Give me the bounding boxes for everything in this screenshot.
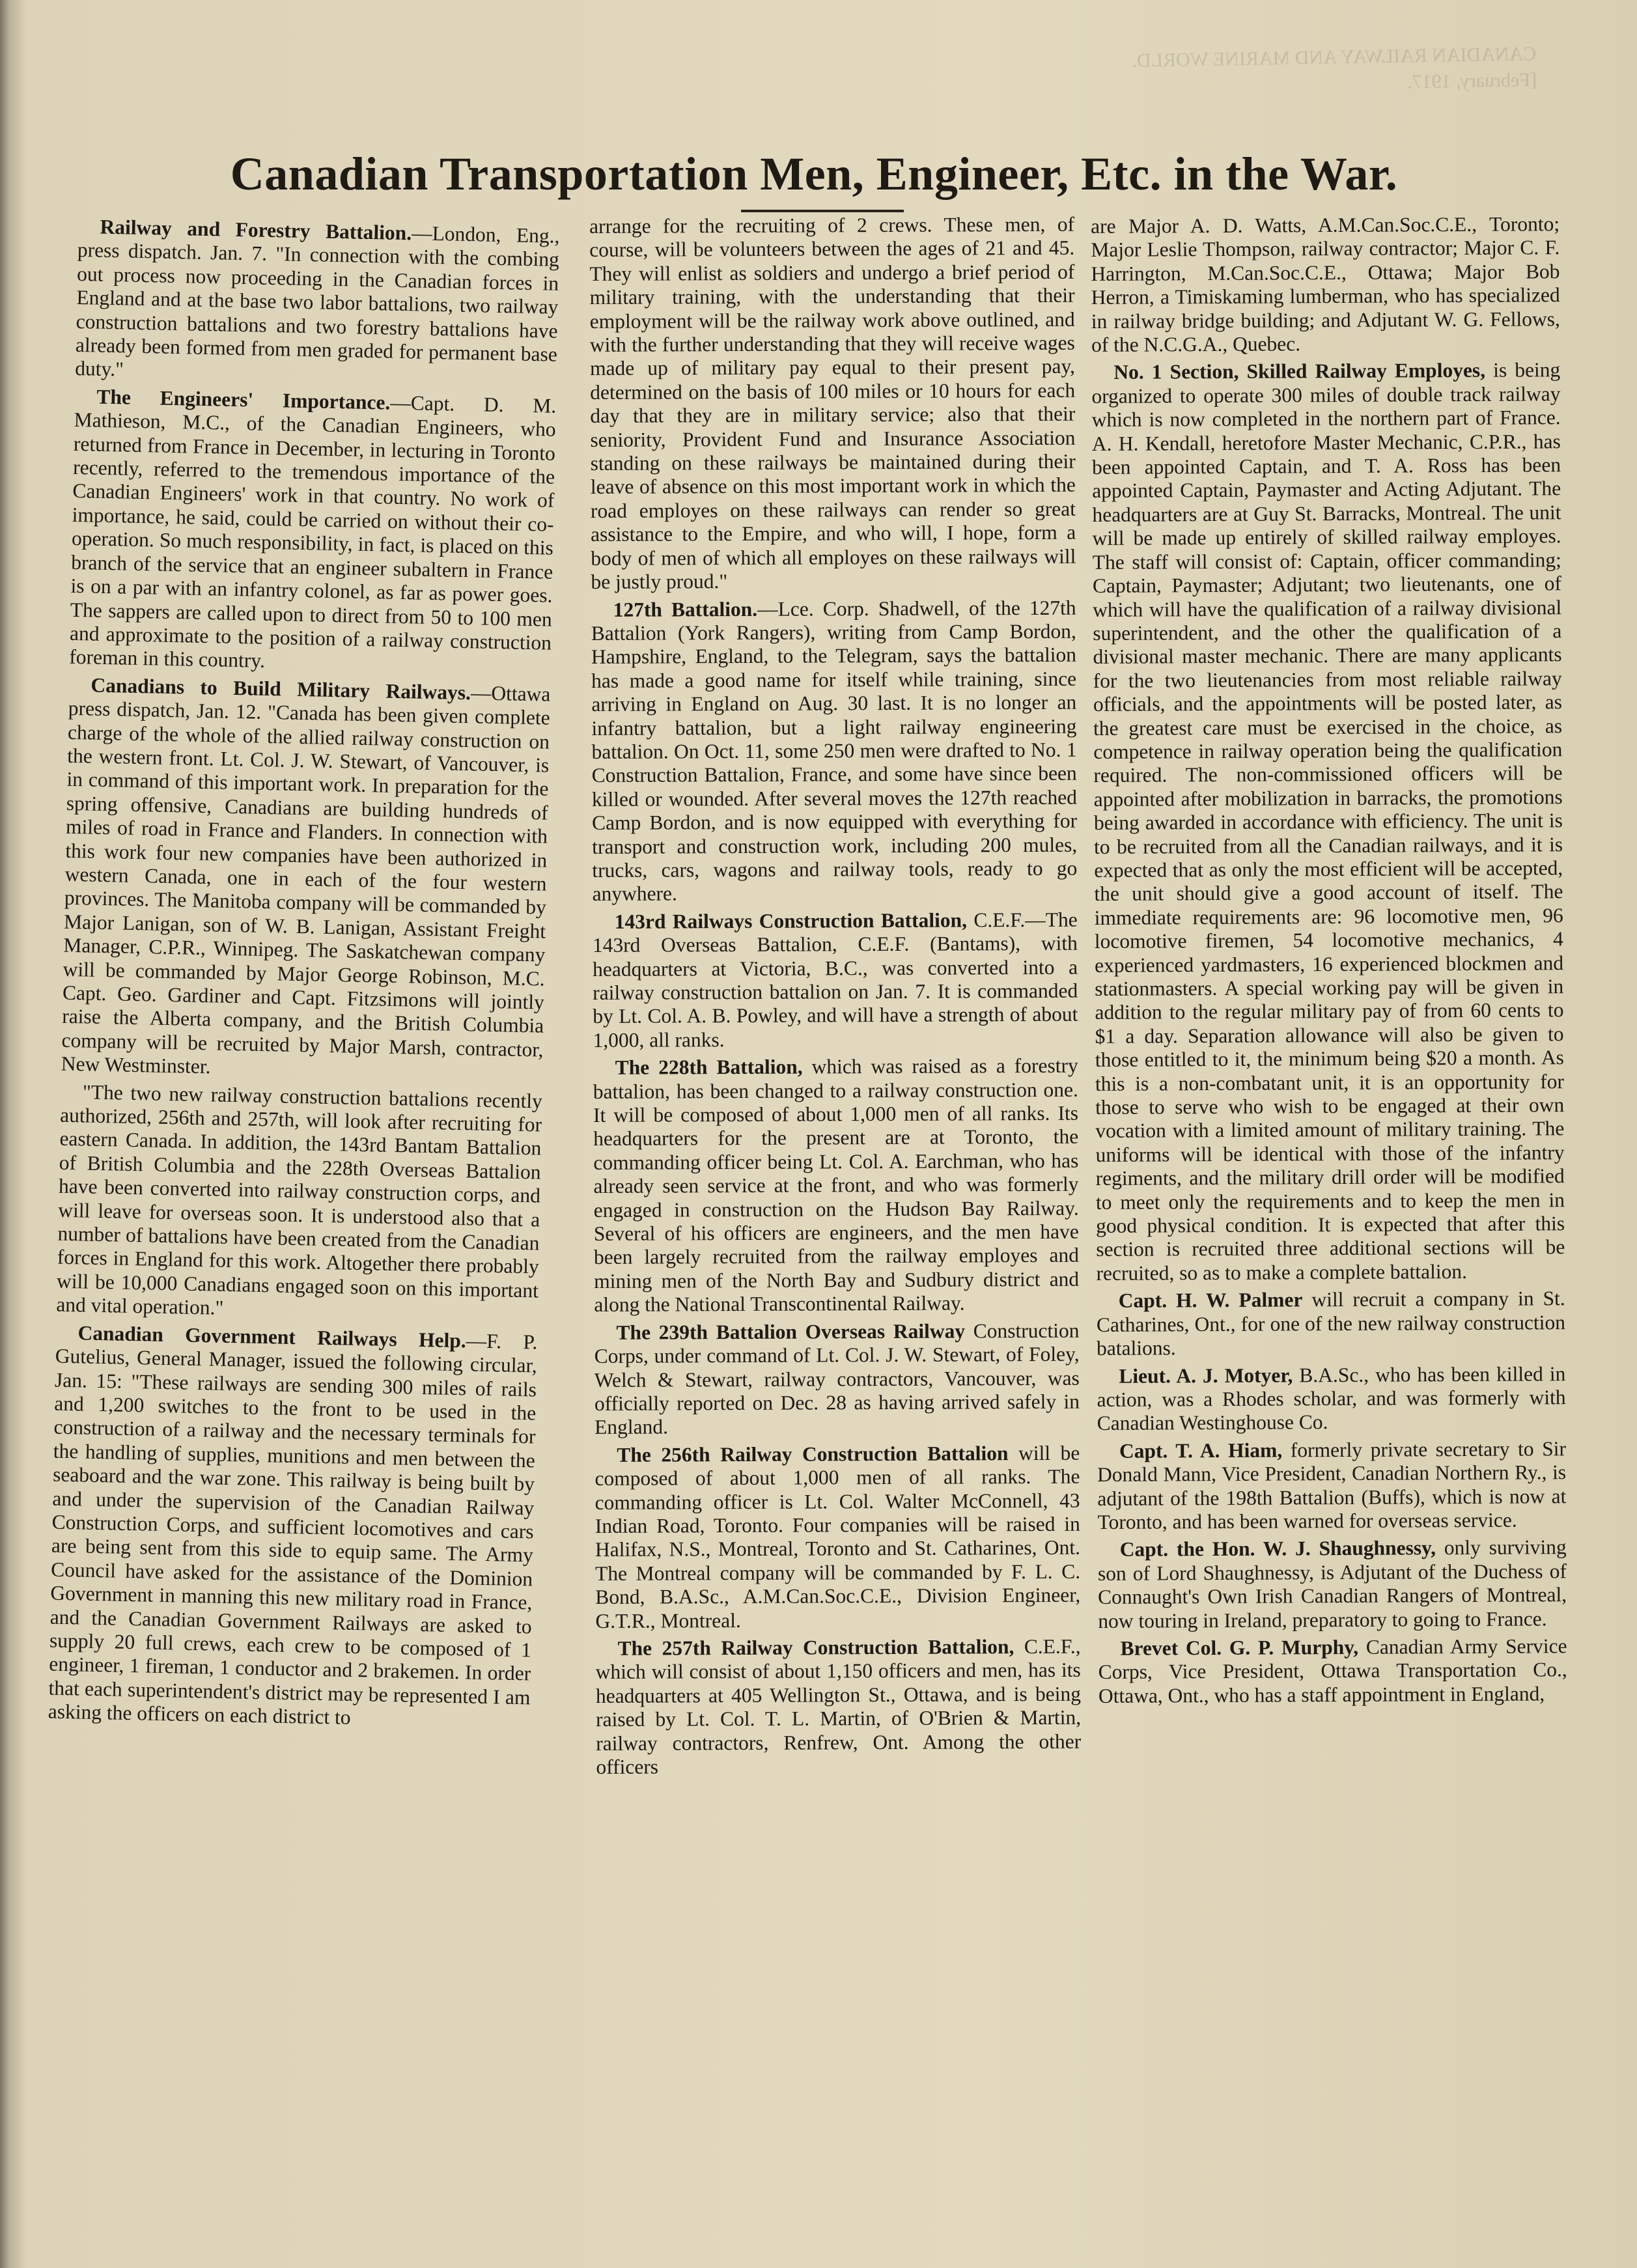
paragraph [75,215,560,391]
paragraph-body: will recruit a company in St. Catharines, Ont., for one of the new railway construction batalions. [1096,1287,1566,1360]
paragraph-body: B.A.Sc., who has been killed in action, was a Rhodes scholar, and was formerly with Canadian Westinghouse Co. [1097,1362,1566,1435]
paragraph [589,213,1076,595]
paragraph-body: C.E.F., which will consist of about 1,150 officers and men, has its headquarters at 405 Wellington St., Ottawa, and is being raised by Lt. Col. T. L. Martin, of O'Brien & Martin, railway contractors, Renfrew, Ont. Among the other officers [595,1634,1082,1778]
paragraph [1098,1634,1567,1708]
paragraph-body: is being organized to operate 300 miles of double track railway which is now completed in the northern part of France. A. H. Kendall, heretofore Master Mechanic, C.P.R., has been appointed Captain, and T. A. Ross has been appointed Captain, Paymaster and Acting Adjutant. The headquarters are at Guy St. Barracks, Montreal. The unit will be made up entirely of skilled railway employes. The staff will consist of: Captain, officer commanding; Captain, Paymaster; Adjutant; two lieutenants, one of which will have the qualification of a railway divisional superintendent, and the other the qualification of a divisional master mechanic. There are many applicants for the two lieutenancies from most reliable railway officials, and the appointments will be posted later, as the greatest care must be exercised in the choice, as competence in railway operation being the qualification required. The non-commissioned officers will be appointed after mobilization in barracks, the promotions being awarded in accordance with efficiency. The unit is to be recruited from all the Canadian railways, and it is expected that as only the most efficient will be accepted, the unit should give a good account of itself. The immediate requirements are: 96 locomotive men, 96 locomotive firemen, 54 locomotive mechanics, 4 experienced yardmasters, 16 experienced blockmen and stationmasters. A special working pay will be given in addition to the regular military pay of from 60 cents to $1 a day. Separation allowance will also be given to those entitled to it, the minimum being $20 a month. As this is a non-combatant unit, it is an opportunity for those to serve who wish to be engaged at their own vocation with a limited amount of military training. The uniforms will be identical with those of the infantry regiments, and the military drill order will be modified to meet only the requirements and to keep the men in good physical condition. It is expected that after this section is recruited three additional sections will be recruited, so as to make a complete battalion. [1091,358,1565,1285]
bleed-line-1: CANADIAN RAILWAY AND MARINE WORLD. [1132,43,1537,72]
column-2 [589,213,1082,1784]
paragraph-body: are Major A. D. Watts, A.M.Can.Soc.C.E., Toronto; Major Leslie Thompson, railway contractor; Major C. F. Harrington, M.Can.Soc.C.E., Ottawa; Major Bob Herron, a Timiskaming lumberman, who has specialized in railway bridge building; and Adjutant W. G. Fellows, of the N.C.G.A., Quebec. [1091,212,1560,357]
paragraph [48,1321,537,1733]
paragraph [596,1635,1082,1780]
paragraph-body: arrange for the recruiting of 2 crews. These men, of course, will be volunteers between the ages of 21 and 45. They will enlist as soldiers and undergo a brief period of military training, with the understanding that their employment will be the railway work above outlined, and with the further understanding that they will receive wages made up of military pay equal to their present pay, determined on the basis of 100 miles or 10 hours for each day that they are in military service; also that their seniority, Provident Fund and Insurance Association standing on these railways be maintained during their leave of absence on this most important work in which the road employes on these railways can render so great assistance to the Empire, and who will, I hope, form a body of men of which all employes on these railways will be justly proud." [589,212,1076,594]
paragraph-heading: Canadians to Build Military Railways. [91,673,471,704]
paragraph [591,596,1078,906]
paragraph-heading: The 257th Railway Construction Battalion, [617,1635,1014,1660]
paragraph [1097,1437,1567,1534]
column-1 [48,215,559,1737]
paragraph [61,673,550,1086]
paragraph-heading: The 239th Battalion Overseas Railway [616,1319,966,1344]
title-rule [741,210,904,212]
paragraph-body: which was raised as a forestry battalion, has been changed to a railway construction one. It will be composed of about 1,000 men of all ranks. Its headquarters for the present are at Toronto, the commanding officer being Lt. Col. A. Earchman, who has already seen service at the front, and who was formerly engaged in construction on the Hudson Bay Railway. Several of his officers are engineers, and the men have been largely recruited from the railway employes and mining men of the North Bay and Sudbury district and along the National Transcontinental Railway. [593,1054,1080,1317]
bleed-line-2: [February, 1917. [1406,69,1537,93]
paragraph [1091,359,1565,1286]
paragraph-body: "The two new railway construction battalions recently authorized, 256th and 257th, will look after recruiting for eastern Canada. In addition, the 143rd Bantam Battalion of British Columbia and the 228th Overseas Battalion have been converted into railway construction corps, and will leave for overseas soon. It is understood also that a number of battalions have been created from the Canadian forces in England for this work. Altogether there probably will be 10,000 Canadians engaged soon on this important and vital operation." [56,1080,543,1320]
bleed-through-text [1015,41,1537,128]
paragraph-heading: Railway and Forestry Battalion. [100,215,412,245]
paragraph-body: will be composed of about 1,000 men of all ranks. The commanding officer is Lt. Col. Walter McConnell, 43 Indian Road, Toronto. Four companies will be raised in Halifax, N.S., Montreal, Toronto and St. Catharines, Ont. The Montreal company will be commanded by F. L. C. Bond, B.A.Sc., A.M.Can.Soc.C.E., Division Engineer, G.T.R., Montreal. [595,1441,1081,1632]
paragraph-heading: Capt. the Hon. W. J. Shaughnessy, [1119,1536,1436,1561]
paragraph-body: formerly private secretary to Sir Donald Mann, Vice President, Canadian Northern Ry., is adjutant of the 198th Battalion (Buffs), which is now at Toronto, and has been warned for overseas service. [1097,1436,1567,1533]
paragraph-heading: The 228th Battalion, [615,1055,803,1080]
paragraph-body: —Lce. Corp. Shadwell, of the 127th Battalion (York Rangers), writing from Camp Bordon, Hampshire, England, to the Telegram, says the battalion has made a good name for itself while training, since arriving in England on Aug. 30 last. It is no longer an infantry battalion, but a light railway engineering battalion. On Oct. 11, some 250 men were drafted to No. 1 Construction Battalion, France, and some have since been killed or wounded. After several moves the 127th reached Camp Bordon, and is now equipped with everything for transport and construction work, including 200 mules, trucks, cars, wagons and railway tools, ready to go anywhere. [591,596,1078,906]
paragraph-heading: 143rd Railways Construction Battalion, [614,908,968,933]
paragraph-heading: Lieut. A. J. Motyer, [1119,1363,1293,1388]
paragraph-heading: No. 1 Section, Skilled Railway Employes, [1113,359,1486,384]
paragraph [56,1080,542,1326]
paragraph-heading: The Engineers' Importance. [96,385,391,414]
paragraph-heading: Capt. H. W. Palmer [1118,1288,1303,1313]
paragraph [593,908,1078,1053]
paragraph-body: Canadian Army Service Corps, Vice President, Ottawa Transportation Co., Ottawa, Ont., who has a staff appointment in England, [1098,1634,1567,1707]
paragraph-body: —Capt. D. M. Mathieson, M.C., of the Canadian Engineers, who returned from France in December, in lecturing in Toronto recently, referred to the tremendous importance of the Canadian Engineers' work in that country. No work of importance, he said, could be carried on without their co-operation. So much responsibility, in fact, is placed on this branch of the service that an engineer subaltern in France is on a par with an infantry colonel, as far as power goes. The sappers are called upon to direct from 50 to 100 men and approximate to the position of a railway construction foreman in this country. [69,391,557,673]
paragraph [593,1054,1080,1317]
paragraph-heading: Canadian Government Railways Help. [77,1321,467,1352]
paragraph-body: only surviving son of Lord Shaughnessy, is Adjutant of the Duchess of Connaught's Own Irish Canadian Rangers of Montreal, now touring in Ireland, preparatory to going to France. [1097,1535,1567,1632]
paragraph [1098,1536,1567,1633]
paragraph-heading: Brevet Col. G. P. Murphy, [1120,1635,1359,1660]
paragraph-heading: The 256th Railway Construction Battalion [617,1441,1009,1466]
paragraph [595,1441,1080,1632]
paragraph-body: —London, Eng., press dispatch. Jan. 7. "In connection with the combing out process now proceeding in the Canadian forces in England and at the base two labor battalions, two railway construction battalions and two forestry battalions have already been formed from men graded for permanent base duty." [74,221,560,381]
paragraph [1097,1362,1566,1436]
paragraph-body: —Ottawa press dispatch, Jan. 12. "Canada has been given complete charge of the whole of the allied railway construction on the western front. Lt. Col. J. W. Stewart, of Vancouver, is in command of this important work. In preparation for the spring offensive, Canadians are building hundreds of miles of road in France and Flanders. In connection with this work four new companies have been authorized in western Canada, one in each of the four western provinces. The Manitoba company will be commanded by Major Lanigan, son of W. B. Lanigan, Assistant Freight Manager, C.P.R., Winnipeg. The Saskatchewan company will be commanded by Major George Robinson, M.C. Capt. Geo. Gardiner and Capt. Fitzsimons will jointly raise the Alberta company, and the British Columbia company will be recruited by Major Marsh, contractor, New Westminster. [61,680,551,1078]
paragraph [69,385,557,679]
article-title: Canadian Transportation Men, Engineer, Etc. in the War. [230,148,1398,200]
paragraph-body: —F. P. Gutelius, General Manager, issued the following circular, Jan. 15: "These railways are sending 300 miles of rails and 1,200 switches to the front to be used in the construction of a railway and the necessary terminals for the handling of supplies, munitions and men between the seaboard and the war zone. This railway is being built by and under the supervision of the Canadian Railway Construction Corps, and sufficient locomotives and cars are being sent from this side to equip same. The Army Council have asked for the assistance of the Dominion Government in manning this new military road in France, and the Canadian Government Railways are asked to supply 20 full crews, each crew to be composed of 1 engineer, 1 fireman, 1 conductor and 2 brakemen. In order that each superintendent's district may be represented I am asking the officers on each district to [48,1328,538,1729]
paragraph-body: Construction Corps, under command of Lt. Col. J. W. Stewart, of Foley, Welch & Stewart, railway contractors, Vancouver, was officially reported on Dec. 28 as having arrived safely in England. [594,1319,1080,1439]
paragraph [1097,1287,1566,1360]
paragraph [594,1319,1080,1439]
paragraph-heading: Capt. T. A. Hiam, [1119,1438,1283,1463]
column-3 [1091,212,1567,1712]
paragraph-body: C.E.F.—The 143rd Overseas Battalion, C.E.F. (Bantams), with headquarters at Victoria, B.C., was converted into a railway construction battalion on Jan. 7. It is commanded by Lt. Col. A. B. Powley, and will have a strength of about 1,000, all ranks. [592,908,1078,1052]
paragraph [1091,212,1560,357]
paragraph-heading: 127th Battalion. [613,597,758,621]
